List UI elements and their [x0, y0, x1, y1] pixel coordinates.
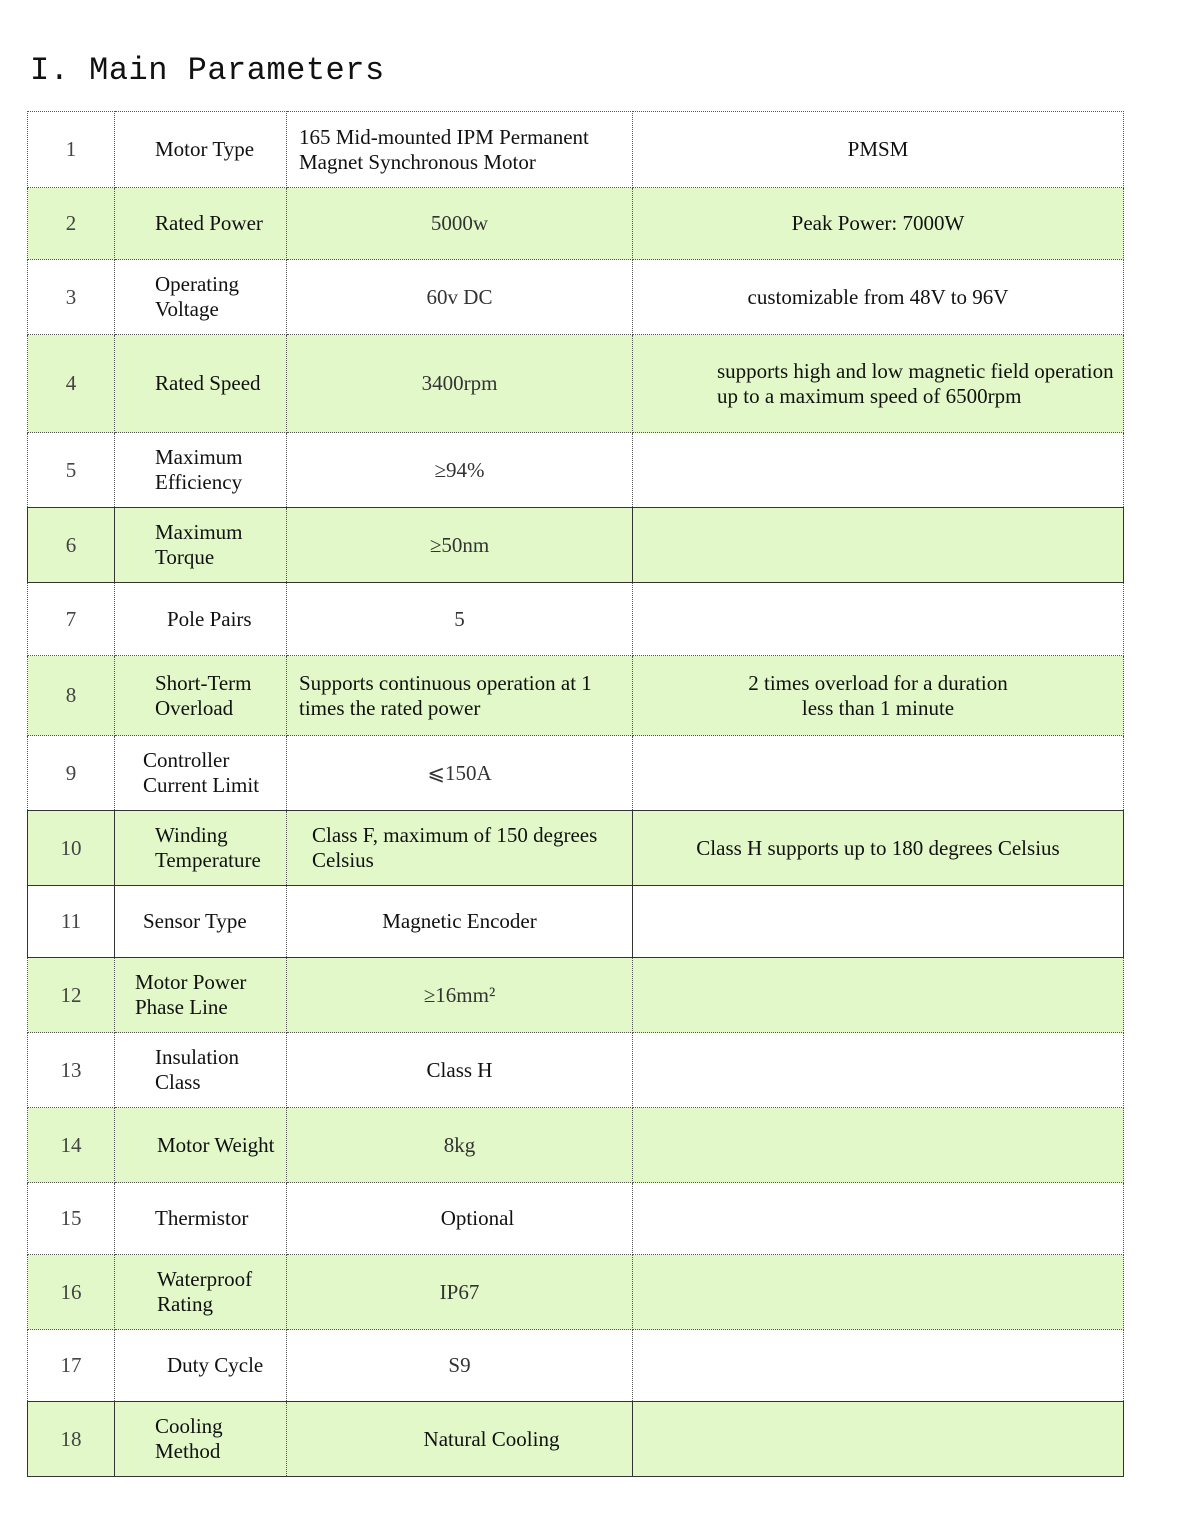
table-row [28, 1402, 1124, 1477]
row-number: 16 [28, 1255, 115, 1330]
parameter-value: ⩽150A [287, 736, 633, 811]
row-number: 12 [28, 958, 115, 1033]
row-number: 2 [28, 188, 115, 260]
parameter-value: ≥16mm² [287, 958, 633, 1033]
table-row [28, 112, 1124, 188]
parameter-note [633, 886, 1124, 958]
parameter-value: Natural Cooling [287, 1402, 633, 1477]
parameter-value: 60v DC [287, 260, 633, 335]
parameter-note: Class H supports up to 180 degrees Celsius [633, 811, 1124, 886]
parameter-value: ≥94% [287, 433, 633, 508]
table-row [28, 583, 1124, 656]
table-row [28, 1255, 1124, 1330]
row-number: 1 [28, 112, 115, 188]
table-row [28, 811, 1124, 886]
parameter-note [633, 433, 1124, 508]
parameter-value: 165 Mid-mounted IPM Permanent Magnet Synchronous Motor [287, 112, 633, 188]
parameter-name: Maximum Torque [115, 508, 287, 583]
parameter-name: Winding Temperature [115, 811, 287, 886]
parameter-note [633, 1330, 1124, 1402]
parameter-name: Rated Power [115, 188, 287, 260]
parameter-note [633, 583, 1124, 656]
table-row [28, 335, 1124, 433]
row-number: 18 [28, 1402, 115, 1477]
parameter-note [633, 1255, 1124, 1330]
row-number: 6 [28, 508, 115, 583]
table-row [28, 188, 1124, 260]
parameter-note: PMSM [633, 112, 1124, 188]
parameter-note: supports high and low magnetic field operation up to a maximum speed of 6500rpm [633, 335, 1124, 433]
parameters-table [27, 111, 1124, 1477]
row-number: 11 [28, 886, 115, 958]
row-number: 7 [28, 583, 115, 656]
parameter-note [633, 1402, 1124, 1477]
row-number: 3 [28, 260, 115, 335]
parameter-value: Magnetic Encoder [287, 886, 633, 958]
parameter-name: Insulation Class [115, 1033, 287, 1108]
parameter-name: Motor Power Phase Line [115, 958, 287, 1033]
table-row [28, 958, 1124, 1033]
parameter-name: Waterproof Rating [115, 1255, 287, 1330]
table-row [28, 433, 1124, 508]
parameter-name: Duty Cycle [115, 1330, 287, 1402]
parameter-note: 2 times overload for a duration less than 1 minute [633, 656, 1124, 736]
table-row [28, 886, 1124, 958]
table-row [28, 1183, 1124, 1255]
parameter-note [633, 1108, 1124, 1183]
parameter-value: S9 [287, 1330, 633, 1402]
parameter-value: Optional [287, 1183, 633, 1255]
row-number: 15 [28, 1183, 115, 1255]
parameter-value: 5 [287, 583, 633, 656]
table-row [28, 260, 1124, 335]
row-number: 5 [28, 433, 115, 508]
row-number: 8 [28, 656, 115, 736]
parameter-value: Class H [287, 1033, 633, 1108]
row-number: 13 [28, 1033, 115, 1108]
parameter-note [633, 736, 1124, 811]
parameter-name: Controller Current Limit [115, 736, 287, 811]
table-row [28, 1033, 1124, 1108]
parameter-name: Cooling Method [115, 1402, 287, 1477]
parameter-value: Class F, maximum of 150 degrees Celsius [287, 811, 633, 886]
parameter-name: Operating Voltage [115, 260, 287, 335]
parameter-note [633, 1033, 1124, 1108]
parameter-value: ≥50nm [287, 508, 633, 583]
row-number: 17 [28, 1330, 115, 1402]
table-row [28, 508, 1124, 583]
parameter-value: Supports continuous operation at 1 times the rated power [287, 656, 633, 736]
parameter-name: Pole Pairs [115, 583, 287, 656]
parameter-name: Motor Type [115, 112, 287, 188]
table-row [28, 736, 1124, 811]
parameter-value: 8kg [287, 1108, 633, 1183]
parameter-name: Maximum Efficiency [115, 433, 287, 508]
table-row [28, 1108, 1124, 1183]
parameter-value: 5000w [287, 188, 633, 260]
parameter-name: Short-Term Overload [115, 656, 287, 736]
parameter-name: Sensor Type [115, 886, 287, 958]
parameter-name: Motor Weight [115, 1108, 287, 1183]
row-number: 14 [28, 1108, 115, 1183]
row-number: 9 [28, 736, 115, 811]
parameter-note [633, 1183, 1124, 1255]
parameter-value: 3400rpm [287, 335, 633, 433]
section-title: I. Main Parameters [30, 52, 385, 89]
parameter-name: Rated Speed [115, 335, 287, 433]
row-number: 10 [28, 811, 115, 886]
parameter-note: Peak Power: 7000W [633, 188, 1124, 260]
parameter-note: customizable from 48V to 96V [633, 260, 1124, 335]
row-number: 4 [28, 335, 115, 433]
table-row [28, 1330, 1124, 1402]
parameter-note [633, 508, 1124, 583]
parameter-note [633, 958, 1124, 1033]
parameter-value: IP67 [287, 1255, 633, 1330]
parameter-name: Thermistor [115, 1183, 287, 1255]
table-row [28, 656, 1124, 736]
